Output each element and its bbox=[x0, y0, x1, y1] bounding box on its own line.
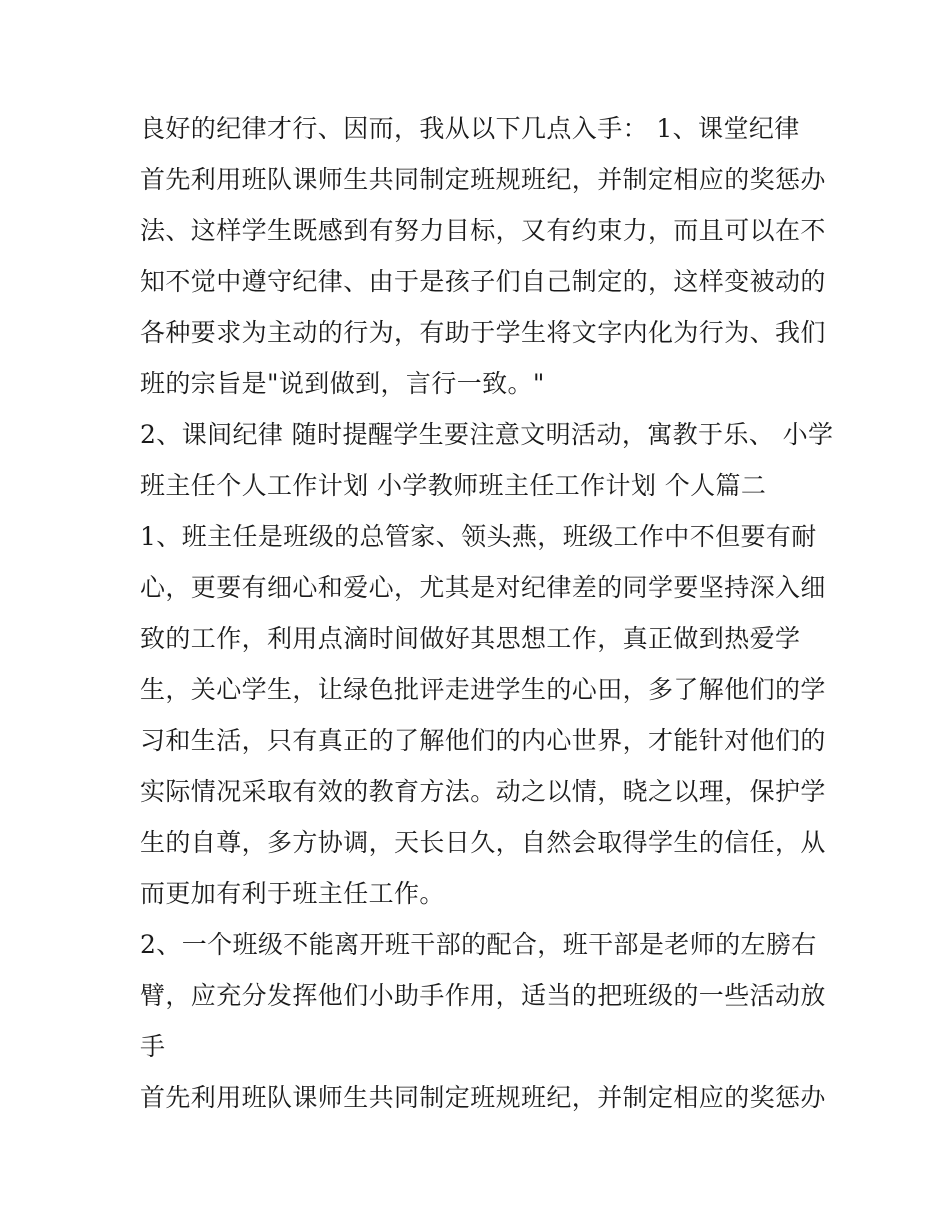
text-line-17: 2、一个班级不能离开班干部的配合，班干部是老师的左膀右 bbox=[140, 930, 817, 959]
text-line-9: 1、班主任是班级的总管家、领头燕，班级工作中不但要有耐 bbox=[140, 522, 817, 551]
text-line-13: 习和生活，只有真正的了解他们的内心世界，才能针对他们的 bbox=[140, 726, 826, 755]
text-line-15: 生的自尊，多方协调，天长日久，自然会取得学生的信任，从 bbox=[140, 828, 826, 857]
text-line-10: 心，更要有细心和爱心，尤其是对纪律差的同学要坚持深入细 bbox=[140, 573, 826, 602]
text-line-19: 手 bbox=[140, 1032, 166, 1061]
text-line-20: 首先利用班队课师生共同制定班规班纪，并制定相应的奖惩办 bbox=[140, 1083, 826, 1112]
text-line-2: 首先利用班队课师生共同制定班规班纪，并制定相应的奖惩办 bbox=[140, 165, 826, 194]
text-line-14: 实际情况采取有效的教育方法。动之以情，晓之以理，保护学 bbox=[140, 777, 826, 806]
text-line-8: 班主任个人工作计划 小学教师班主任工作计划 个人篇二 bbox=[140, 471, 767, 500]
text-line-4: 知不觉中遵守纪律、由于是孩子们自己制定的，这样变被动的 bbox=[140, 267, 826, 296]
text-line-16: 而更加有利于班主任工作。 bbox=[140, 879, 445, 908]
text-line-7: 2、课间纪律 随时提醒学生要注意文明活动，寓教于乐、 小学 bbox=[140, 420, 834, 449]
text-line-6: 班的宗旨是"说到做到，言行一致。" bbox=[140, 369, 545, 398]
text-line-18: 臂，应充分发挥他们小助手作用，适当的把班级的一些活动放 bbox=[140, 981, 826, 1010]
text-line-3: 法、这样学生既感到有努力目标，又有约束力，而且可以在不 bbox=[140, 216, 826, 245]
text-line-5: 各种要求为主动的行为，有助于学生将文字内化为行为、我们 bbox=[140, 318, 826, 347]
text-line-1: 良好的纪律才行、因而，我从以下几点入手： 1、课堂纪律 bbox=[140, 114, 800, 143]
text-line-11: 致的工作，利用点滴时间做好其思想工作，真正做到热爱学 bbox=[140, 624, 801, 653]
text-line-12: 生，关心学生，让绿色批评走进学生的心田，多了解他们的学 bbox=[140, 675, 826, 704]
